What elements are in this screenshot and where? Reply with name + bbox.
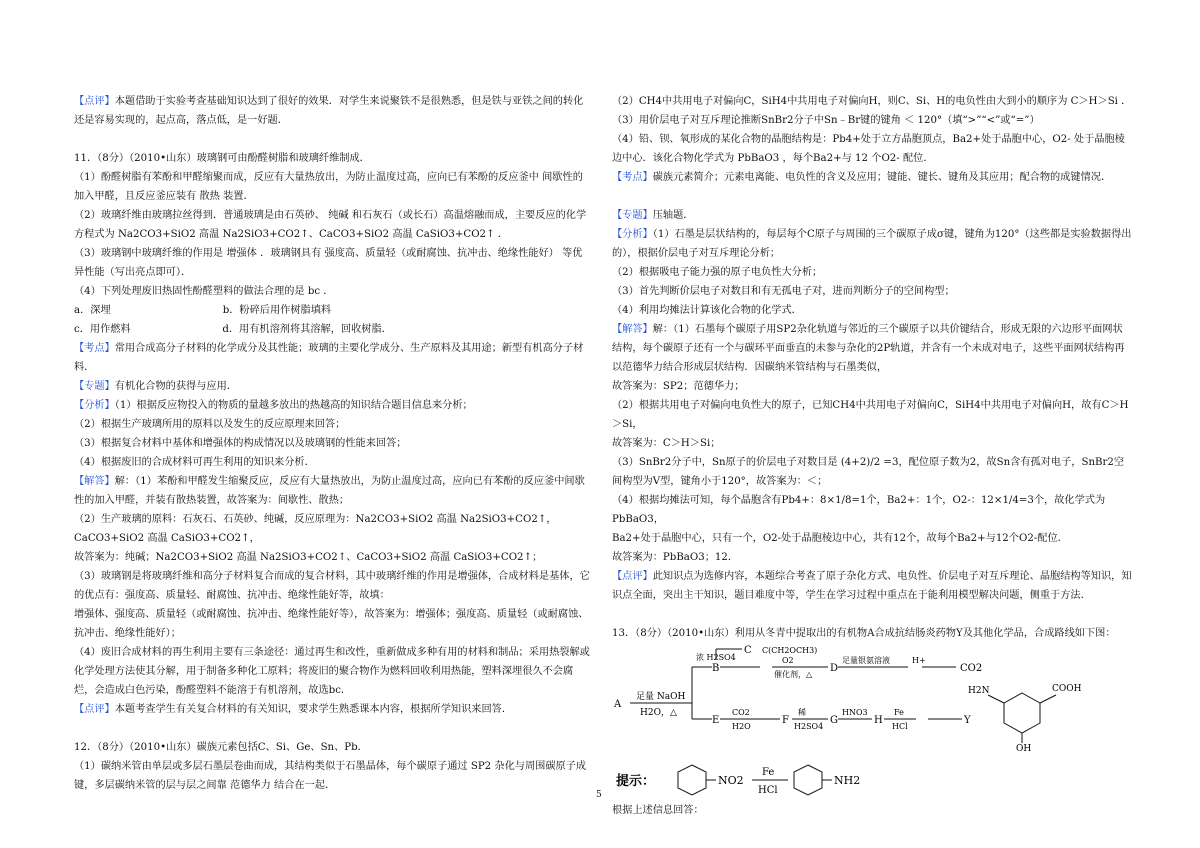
paragraph-gap — [74, 130, 590, 149]
reagent-cat: 催化剂，△ — [774, 670, 813, 679]
paragraph-gap — [612, 605, 1132, 624]
section-tag: 【点评】 — [74, 704, 115, 715]
paragraph-text: （4）根据均摊法可知，每个晶胞含有Pb4+：8×1/8=1个，Ba2+：1个，O2-：12×1/4=3个，故化学式为PbBaO3， — [612, 495, 1106, 525]
carboxyl-group-label: COOH — [1052, 684, 1082, 694]
paragraph — [74, 510, 590, 529]
compound-G-label: G — [830, 715, 838, 726]
nitro-group-label: NO2 — [718, 774, 744, 787]
right-column — [612, 92, 1132, 820]
left-column — [74, 92, 590, 795]
paragraph — [612, 624, 1132, 643]
hint-reaction — [612, 757, 1112, 801]
section-tag: 【解答】 — [74, 476, 115, 487]
paragraph-text: 解：（1）石墨每个碳原子用SP2杂化轨道与邻近的三个碳原子以共价键结合，形成无限的六边形平面网状结构，每个碳原子还有一个与碳环平面垂直的未参与杂化的2P轨道，并含有一个未成对电子，这些平面网状结构再以范德华力结合形成层状结构．因碳纳米管结构与石墨类似， — [612, 324, 1125, 373]
section-tag: 【点评】 — [74, 96, 115, 107]
reagent-hplus: H+ — [912, 656, 926, 665]
paragraph — [74, 396, 590, 415]
paragraph — [74, 453, 590, 472]
section-tag: 【解答】 — [612, 324, 653, 335]
reagent-hcl: HCl — [892, 722, 908, 731]
compound-Y-label: Y — [964, 715, 971, 726]
paragraph-text: Ba2+处于晶胞中心，只有一个，O2-处于晶胞棱边中心，共有12个，故每个Ba2+与12个O2-配位． — [612, 533, 1068, 544]
paragraph-text: （2）CH4中共用电子对偏向C，SiH4中共用电子对偏向H，则C、Si、H的电负性由大到小的顺序为 C＞H＞Si ． — [612, 96, 1132, 107]
paragraph — [74, 738, 590, 757]
paragraph — [74, 206, 590, 244]
paragraph-text: 11．（8分）（2010•山东）玻璃钢可由酚醛树脂和玻璃纤维制成． — [74, 153, 370, 164]
paragraph — [612, 434, 1132, 453]
paragraph-text: （3）玻璃钢中玻璃纤维的作用是 增强体 ．玻璃钢具有 强度高、质量轻（或耐腐蚀、抗冲击、绝缘性能好） 等优异性能（写出亮点即可）． — [74, 248, 583, 278]
paragraph — [612, 263, 1132, 282]
paragraph — [74, 168, 590, 206]
paragraph-text: （4）根据废旧的合成材料可再生利用的知识来分析． — [74, 457, 315, 468]
page-number: 5 — [596, 790, 602, 800]
reagent-h2ob: H2O — [732, 722, 751, 731]
paragraph — [74, 92, 590, 130]
hydroxyl-group-label: OH — [1016, 744, 1032, 753]
paragraph — [612, 168, 1132, 187]
paragraph-text: 压轴题． — [652, 210, 694, 221]
hint-label: 提示： — [616, 774, 656, 789]
paragraph-text: 碳族元素简介；元素电离能、电负性的含义及应用；键能、键长、键角及其应用；配合物的成键情况． — [652, 172, 1112, 183]
paragraph — [612, 225, 1132, 263]
paragraph-text: 根据上述信息回答： — [612, 805, 704, 816]
paragraph — [612, 529, 1132, 548]
paragraph — [612, 396, 1132, 434]
product-co2: CO2 — [960, 663, 983, 674]
benzene-ring-Y — [988, 693, 1056, 743]
paragraph-text: （1）石墨是层状结构的，每层每个C原子与周围的三个碳原子成σ键，键角为120°（这些都是实验数据得出的），根据价层电子对互斥理论分析； — [612, 229, 1132, 259]
paragraph — [612, 92, 1132, 111]
reagent-fe: Fe — [894, 708, 904, 717]
paragraph-text: 增强体、强度高、质量轻（或耐腐蚀、抗冲击、绝缘性能好等），故答案为：增强体；强度高、质量轻（或耐腐蚀、抗冲击、绝缘性能好）； — [74, 609, 589, 639]
paragraph — [74, 643, 590, 700]
section-tag: 【专题】 — [74, 381, 115, 392]
paragraph-text: c．用作燃料 d．用有机溶剂将其溶解，回收树脂． — [74, 324, 392, 335]
paragraph-text: 13．（8分）（2010•山东）利用从冬青中提取出的有机物A合成抗结肠炎药物Y及其他化学品，合成路线如下图： — [612, 628, 1116, 639]
paragraph-gap — [74, 719, 590, 738]
paragraph-text: （4）铅、钡、氧形成的某化合物的晶胞结构是：Pb4+处于立方晶胞顶点，Ba2+处于晶胞中心，O2- 处于晶胞棱边中心．该化合物化学式为 PbBaO3 ，每个Ba2+与 12 个O2- 配位． — [612, 134, 1125, 164]
paragraph — [74, 149, 590, 168]
reagent-h2so4: H2SO4 — [794, 722, 824, 731]
paragraph-text: 本题考查学生有关复合材料的有关知识，要求学生熟悉课本内容，根据所学知识来回答． — [114, 704, 513, 715]
paragraph-text: 常用合成高分子材料的化学成分及其性能；玻璃的主要化学成分、生产原料及其用途；新型有机高分子材料． — [74, 343, 584, 373]
paragraph — [612, 301, 1132, 320]
compound-D-label: D — [830, 663, 839, 674]
paragraph-text: （2）生产玻璃的原料：石灰石、石英砂、纯碱，反应原理为：Na2CO3+SiO2 高温 Na2SiO3+CO2↑， — [74, 514, 557, 525]
paragraph-text: （3）首先判断价层电子对数目和有无孤电子对，进而判断分子的空间构型； — [612, 286, 955, 297]
section-tag: 【分析】 — [612, 229, 653, 240]
paragraph-text: （2）玻璃纤维由玻璃拉丝得到．普通玻璃是由石英砂、 纯碱 和石灰石（或长石）高温熔融而成，主要反应的化学方程式为 Na2CO3+SiO2 高温 Na2SiO3+CO2↑、CaCO3+SiO2 高温 CaSiO3+CO2↑ ． — [74, 210, 587, 240]
paragraph — [74, 472, 590, 510]
paragraph — [74, 244, 590, 282]
compound-H-label: H — [874, 715, 883, 726]
paragraph — [612, 453, 1132, 491]
reagent-o2: O2 — [782, 656, 794, 665]
paragraph — [74, 757, 590, 795]
section-tag: 【考点】 — [612, 172, 653, 183]
reagent-hno3: HNO3 — [842, 708, 868, 717]
amino-group-label: H2N — [968, 686, 990, 696]
paragraph-text: 此知识点为选修内容，本题综合考查了原子杂化方式、电负性、价层电子对互斥理论、晶胞结构等知识，知识点全面，突出主干知识，题目难度中等，学生在学习过程中重点在于能利用模型解决问题，侧重于方法． — [612, 571, 1132, 601]
section-tag: 【点评】 — [612, 571, 653, 582]
paragraph — [74, 377, 590, 396]
paragraph — [74, 415, 590, 434]
paragraph-text: （3）用价层电子对互斥理论推断SnBr2分子中Sn﹣Br键的键角 ＜ 120°（填“>”“<”或“=”） — [612, 115, 1040, 126]
reagent-co2b: CO2 — [732, 708, 750, 717]
paragraph-text: （1）碳纳米管由单层或多层石墨层卷曲而成，其结构类似于石墨晶体，每个碳原子通过 SP2 杂化与周围碳原子成键，多层碳纳米管的层与层之间靠 范德华力 结合在一起． — [74, 761, 587, 791]
reagent-top: C(CH2OCH3) — [762, 646, 818, 655]
synthesis-scheme — [612, 645, 1112, 753]
paragraph-text: 有机化合物的获得与应用． — [114, 381, 237, 392]
section-tag: 【考点】 — [74, 343, 115, 354]
reagent-agnh3: 足量银氨溶液 — [842, 656, 890, 665]
reagent-h2o: H2O，△ — [640, 708, 677, 718]
paragraph — [74, 548, 590, 567]
section-tag: 【分析】 — [74, 400, 115, 411]
scheme-wrapper — [612, 645, 1132, 753]
reagent-naoh: 足量 NaOH — [636, 692, 686, 702]
compound-A-label: A — [614, 699, 622, 710]
section-tag: 【专题】 — [612, 210, 653, 221]
paragraph-text: CaCO3+SiO2 高温 CaSiO3+CO2↑， — [74, 533, 260, 544]
paragraph — [612, 377, 1132, 396]
paragraph — [612, 111, 1132, 130]
paragraph-text: （2）根据吸电子能力强的原子电负性大分析； — [612, 267, 823, 278]
paragraph-text: （3）玻璃钢是将玻璃纤维和高分子材料复合而成的复合材料，其中玻璃纤维的作用是增强体，合成材料是基体，它的优点有：强度高、质量轻、耐腐蚀、抗冲击、绝缘性能好等，故填： — [74, 571, 590, 601]
paragraph-text: a．深埋 b．粉碎后用作树脂填料 — [74, 305, 332, 316]
reagent-dilute: 稀 — [798, 708, 806, 717]
paragraph — [612, 567, 1132, 605]
paragraph-text: （1）根据反应物投入的物质的量越多放出的热越高的知识结合题目信息来分析； — [114, 400, 473, 411]
paragraph — [74, 567, 590, 605]
compound-F-label: F — [782, 715, 789, 726]
paragraph-text: （4）废旧合成材料的再生利用主要有三条途径：通过再生和改性，重新做成多种有用的材料和制品；采用热裂解或化学处理方法使其分解，用于制备多种化工原料；将废旧的聚合物作为燃料回收利用热能，塑料深埋很久不会腐烂，会造成白色污染，酚醛塑料不能溶于有机溶剂，故选bc． — [74, 647, 590, 696]
paragraph — [74, 434, 590, 453]
paragraph — [612, 282, 1132, 301]
paragraph — [74, 320, 590, 339]
paragraph-text: 故答案为：纯碱；Na2CO3+SiO2 高温 Na2SiO3+CO2↑、CaCO3+SiO2 高温 CaSiO3+CO2↑； — [74, 552, 543, 563]
paragraph-text: 故答案为：PbBaO3；12． — [612, 552, 739, 563]
paragraph-text: （4）利用均摊法计算该化合物的化学式． — [612, 305, 802, 316]
paragraph — [74, 301, 590, 320]
paragraph-text: （3）根据复合材料中基体和增强体的构成情况以及玻璃钢的性能来回答； — [74, 438, 407, 449]
paragraph-text: 解：（1）苯酚和甲醛发生缩聚反应，反应有大量热放出，为防止温度过高，应向已有苯酚的反应釜中间歇性的加入甲醛，并装有散热装置，故答案为：间歇性、散热； — [74, 476, 585, 506]
paragraph-text: 本题借助于实验考查基础知识达到了很好的效果．对学生来说聚铁不是很熟悉，但是铁与亚铁之间的转化还是容易实现的，起点高，落点低，是一好题． — [74, 96, 584, 126]
compound-E-label: E — [712, 715, 720, 726]
paragraph — [74, 605, 590, 643]
paragraph — [612, 130, 1132, 168]
paragraph-gap — [612, 187, 1132, 206]
amino-group-hint-label: NH2 — [834, 774, 861, 787]
paragraph — [74, 529, 590, 548]
hint-wrapper — [612, 757, 1132, 801]
paragraph-text: （1）酚醛树脂有苯酚和甲醛缩聚而成，反应有大量热放出，为防止温度过高，应向已有苯酚的反应釜中 间歇性的 加入甲醛，且反应釜应装有 散热 装置． — [74, 172, 583, 202]
compound-B-label: B — [712, 663, 720, 674]
paragraph-text: 故答案为：C＞H＞Si； — [612, 438, 721, 449]
paragraph — [612, 548, 1132, 567]
paragraph-text: （3）SnBr2分子中，Sn原子的价层电子对数目是 (4+2)/2 =3，配位原子数为2，故Sn含有孤对电子，SnBr2空间构型为V型，键角小于120°，故答案为：＜； — [612, 457, 1125, 487]
paragraph-text: 12．（8分）（2010•山东）碳族元素包括C、Si、Ge、Sn、Pb． — [74, 742, 368, 753]
paragraph-text: （2）根据生产玻璃所用的原料以及发生的反应原理来回答； — [74, 419, 346, 430]
paragraph — [612, 320, 1132, 377]
paragraph — [612, 491, 1132, 529]
compound-C-label: C — [744, 645, 752, 656]
paragraph — [612, 801, 1132, 820]
paragraph — [74, 700, 590, 719]
paragraph-text: 故答案为：SP2；范德华力； — [612, 381, 745, 392]
paragraph-text: （2）根据共用电子对偏向电负性大的原子，已知CH4中共用电子对偏向C，SiH4中共用电子对偏向H，故有C＞H＞Si， — [612, 400, 1129, 430]
paragraph — [612, 206, 1132, 225]
paragraph — [74, 339, 590, 377]
paragraph — [74, 282, 590, 301]
paragraph-text: （4）下列处理废旧热固性酚醛塑料的做法合理的是 bc ． — [74, 286, 334, 297]
reagent-conc: 浓 H2SO4 — [696, 653, 736, 662]
hint-hcl: HCl — [758, 785, 778, 796]
hint-fe: Fe — [762, 767, 775, 778]
